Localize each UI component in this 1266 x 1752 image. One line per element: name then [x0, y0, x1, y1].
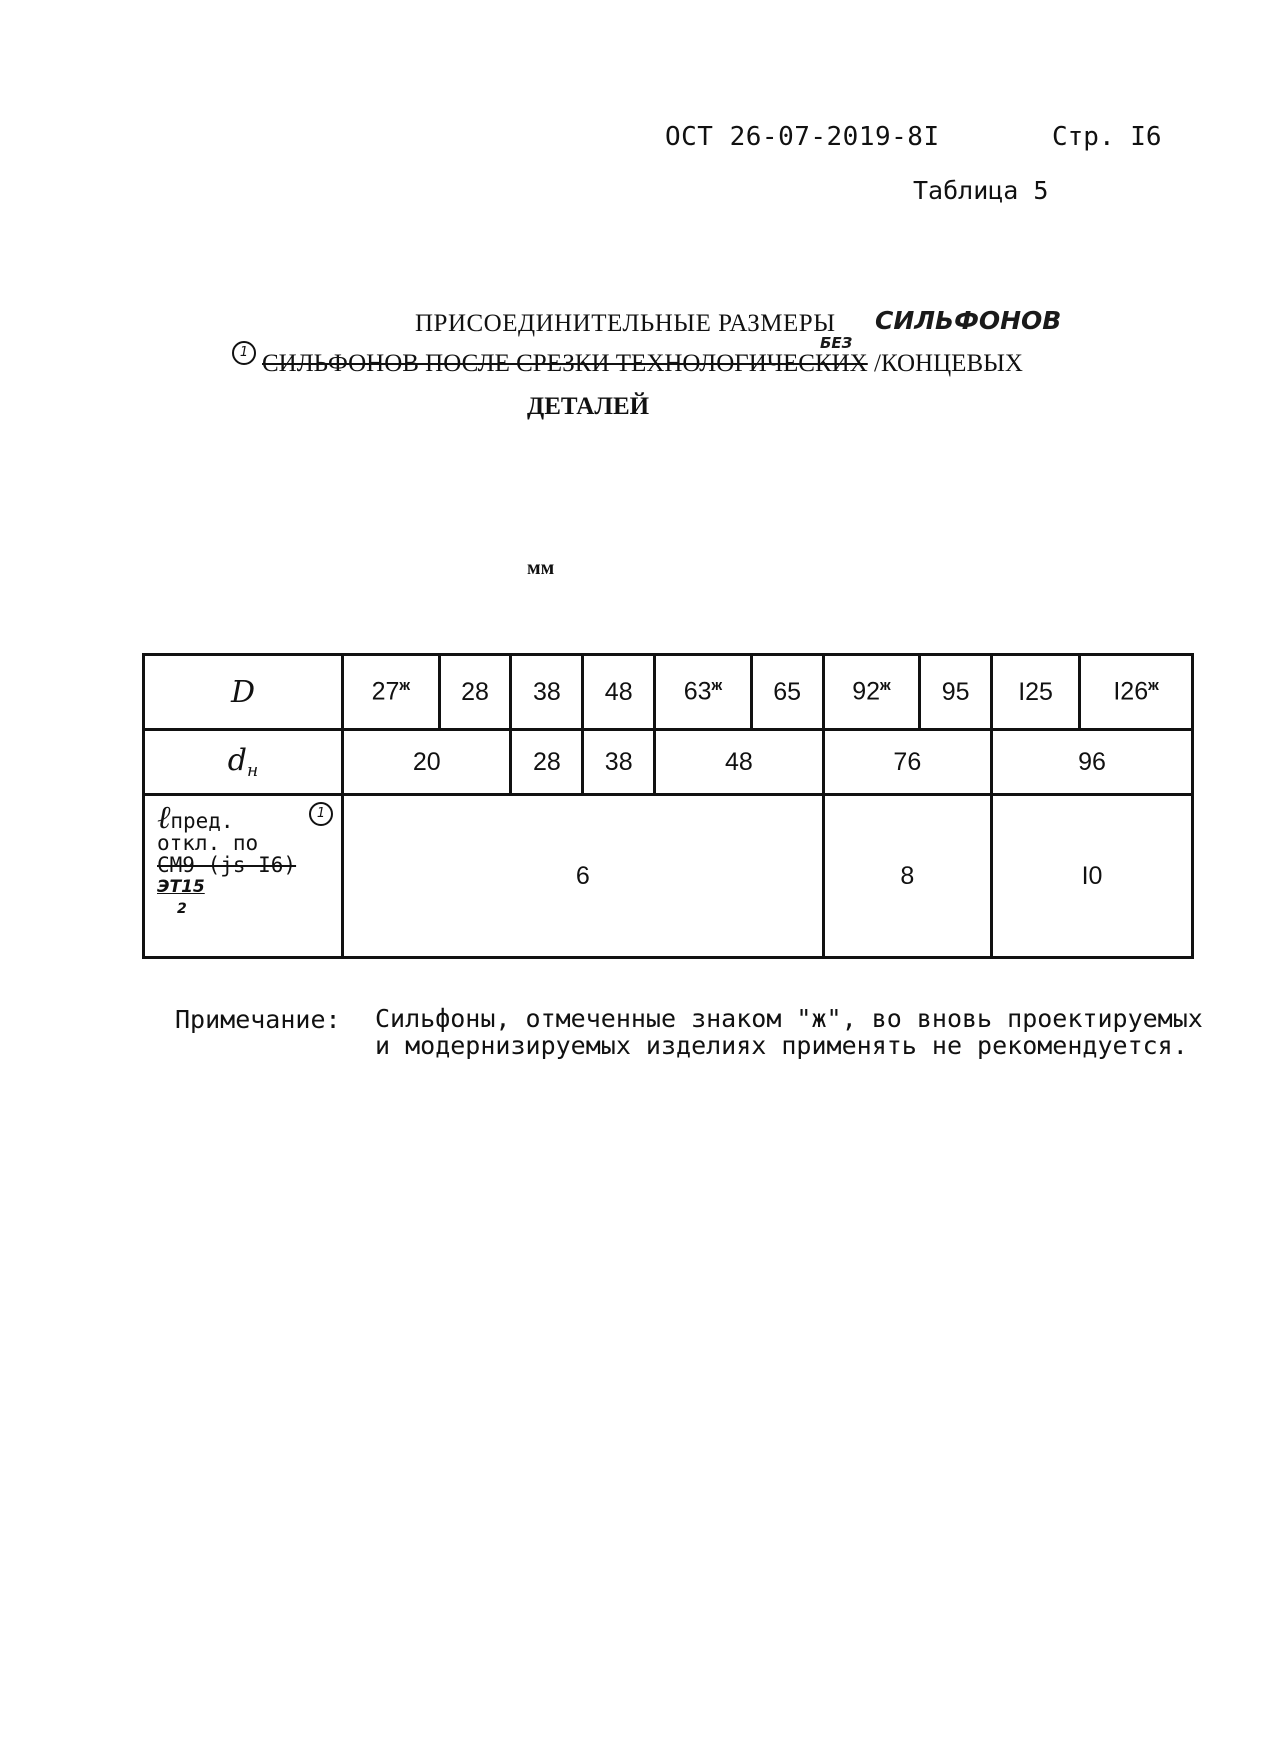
- title-line-2: [262, 350, 1023, 378]
- table-cell: 38: [511, 655, 583, 730]
- table-cell: 48: [583, 655, 655, 730]
- row-label-dn: $d_н$: [144, 730, 343, 795]
- title-line-1: ПРИСОЕДИНИТЕЛЬНЫЕ РАЗМЕРЫ: [415, 310, 836, 337]
- document-code: ОСТ 26-07-2019-8I: [665, 122, 940, 152]
- table-cell: 65: [751, 655, 823, 730]
- ell-symbol: ℓ: [157, 798, 171, 836]
- table-cell: 96: [992, 730, 1193, 795]
- title-line-2-rest: КОНЦЕВЫХ: [880, 350, 1023, 377]
- table-cell: I0: [992, 795, 1193, 958]
- table-cell: 28: [511, 730, 583, 795]
- handwritten-silfonov: СИЛЬФОНОВ: [875, 306, 1062, 335]
- table-label: Таблица 5: [913, 176, 1049, 205]
- table-row: [144, 730, 1193, 795]
- handwritten-bez: БЕЗ: [820, 334, 853, 352]
- note-text: Сильфоны, отмеченные знаком "ж", во вновь проектируемых и модернизируемых изделиях применять не рекомендуется.: [375, 1004, 1203, 1060]
- table-cell: 48: [655, 730, 823, 795]
- revision-mark-icon: 1: [232, 341, 256, 365]
- title-line-2-struck: СИЛЬФОНОВ ПОСЛЕ СРЕЗКИ ТЕХНОЛОГИЧЕСКИХ: [262, 350, 868, 377]
- table-cell: $92^ж$: [823, 655, 920, 730]
- table-cell: 8: [823, 795, 991, 958]
- table-cell: $63^ж$: [655, 655, 752, 730]
- row-label-D: D: [144, 655, 343, 730]
- note-label: Примечание:: [175, 1005, 341, 1034]
- table-row: [144, 795, 1193, 958]
- mark-asterisk: ж: [399, 677, 411, 695]
- unit-label: мм: [527, 557, 555, 579]
- handwritten-tolerance: ЭТ15: [157, 877, 205, 897]
- table-cell: 38: [583, 730, 655, 795]
- handwritten-denominator: 2: [177, 901, 187, 917]
- table-cell: 95: [920, 655, 992, 730]
- title-line-3: ДЕТАЛЕЙ: [527, 393, 650, 420]
- table-row: [144, 655, 1193, 730]
- table-cell: 76: [823, 730, 991, 795]
- slash-mark: /: [874, 350, 881, 377]
- table-cell: $I26^ж$: [1080, 655, 1193, 730]
- page-number: Стр. I6: [1052, 122, 1162, 152]
- mark-asterisk: ж: [880, 677, 891, 695]
- table-cell: 20: [343, 730, 511, 795]
- row-label-l: 1 ℓпред. откл. по СМ9 (js I6) ЭТ15 2: [144, 795, 343, 958]
- mark-asterisk: ж: [1148, 677, 1159, 695]
- mark-asterisk: ж: [711, 677, 723, 695]
- table-cell: $27^ж$: [343, 655, 440, 730]
- struck-tolerance: СМ9 (js I6): [157, 853, 297, 877]
- dimensions-table: [142, 653, 1194, 959]
- revision-mark-icon: 1: [309, 802, 333, 826]
- table-cell: 6: [343, 795, 824, 958]
- table-cell: 28: [439, 655, 511, 730]
- table-cell: I25: [992, 655, 1080, 730]
